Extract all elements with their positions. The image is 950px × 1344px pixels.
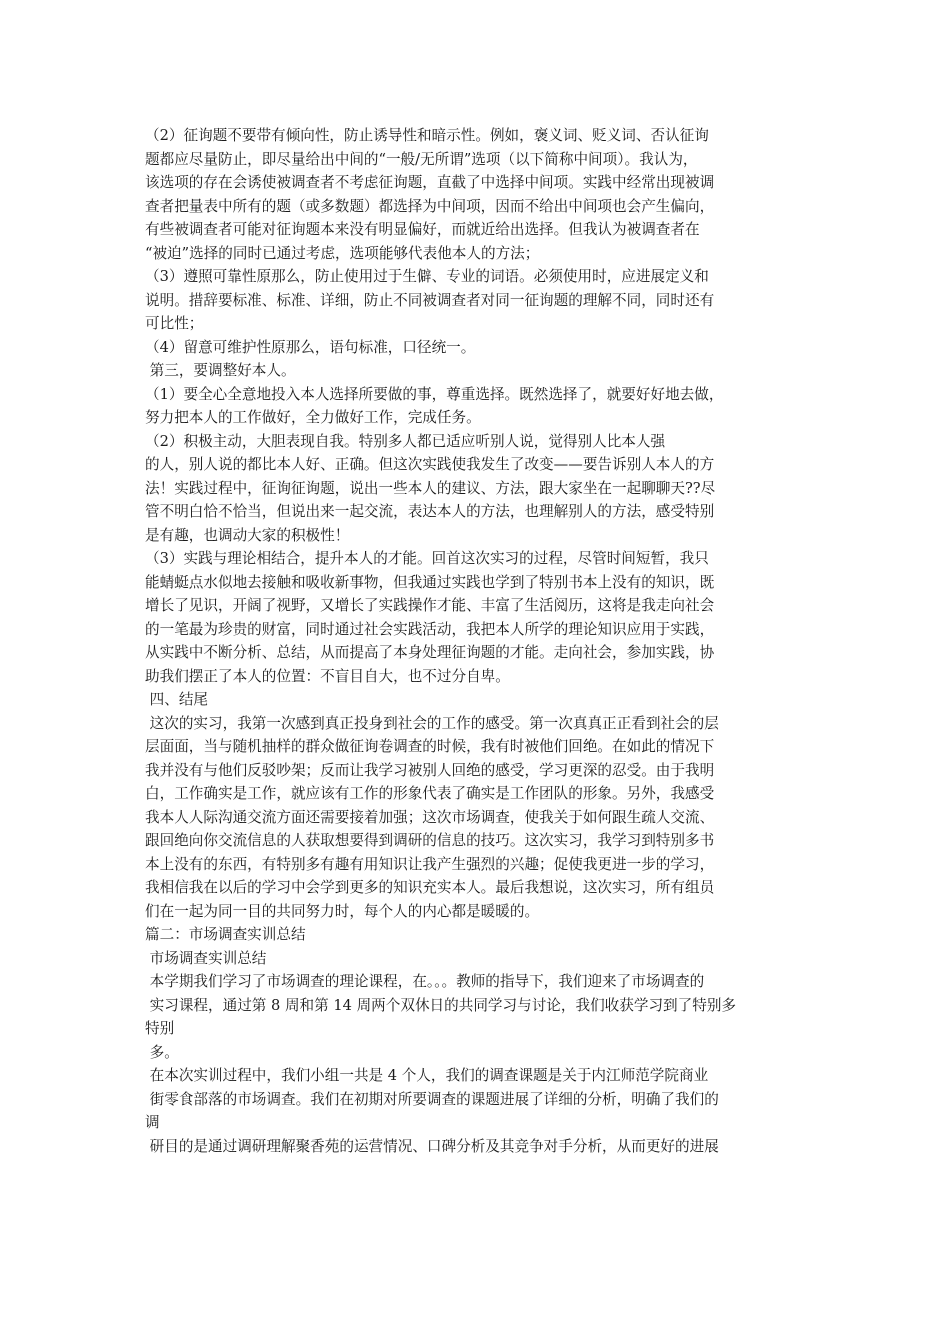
text-line: 从实践中不断分析、总结，从而提高了本身处理征询题的才能。走向社会，参加实践，协 xyxy=(145,644,715,661)
text-line: 四、结尾 xyxy=(145,691,209,708)
text-line: 多。 xyxy=(145,1043,179,1061)
text-line: 我并没有与他们反驳吵架；反而让我学习被别人回绝的感受，学习更深的忍受。由于我明 xyxy=(145,761,715,779)
text-line: 我本人人际沟通交流方面还需要接着加强；这次市场调查，使我关于如何跟生疏人交流、 xyxy=(145,808,715,826)
text-line: 在本次实训过程中，我们小组一共是 4 个人，我们的调查课题是关于内江师范学院商业 xyxy=(145,1067,709,1084)
text-line: 该选项的存在会诱使被调查者不考虑征询题，直截了中选择中间项。实践中经常出现被调 xyxy=(145,174,715,191)
text-line: 街零食部落的市场调查。我们在初期对所要调查的课题进展了详细的分析，明确了我们的 xyxy=(145,1090,719,1108)
text-line: 助我们摆正了本人的位置：不盲目自大，也不过分自卑。 xyxy=(145,667,510,685)
text-line: “被迫”选择的同时已通过考虑，选项能够代表他本人的方法； xyxy=(145,244,540,262)
text-line: 我相信我在以后的学习中会学到更多的知识充实本人。最后我想说，这次实习，所有组员 xyxy=(145,879,715,896)
text-line: 努力把本人的工作做好，全力做好工作，完成任务。 xyxy=(145,409,481,426)
text-line: 有些被调查者可能对征询题本来没有明显偏好，而就近给出选择。但我认为被调查者在 xyxy=(145,221,700,238)
text-line: 说明。措辞要标准、标准、详细，防止不同被调查者对同一征询题的理解不同，同时还有 xyxy=(145,291,715,309)
text-line: 本学期我们学习了市场调查的理论课程，在。。。教师的指导下，我们迎来了市场调查的 xyxy=(145,973,705,990)
text-line: 调 xyxy=(145,1114,160,1131)
text-line: 增长了见识，开阔了视野，又增长了实践操作才能、丰富了生活阅历，这将是我走向社会 xyxy=(145,597,715,614)
text-line: （1）要全心全意地投入本人选择所要做的事，尊重选择。既然选择了，就要好好地去做， xyxy=(145,385,724,403)
text-line: 能蜻蜓点水似地去接触和吸收新事物，但我通过实践也学到了特别书本上没有的知识，既 xyxy=(145,573,715,591)
text-line: 们在一起为同一目的共同努力时，每个人的内心都是暖暖的。 xyxy=(145,902,540,920)
document-body xyxy=(145,124,825,1158)
text-line: （2）征询题不要带有倾向性，防止诱导性和暗示性。例如，褒义词、贬义词、否认征询 xyxy=(145,127,709,144)
text-line: 是有趣，也调动大家的积极性！ xyxy=(145,526,350,544)
text-line: 本上没有的东西，有特别多有趣有用知识让我产生强烈的兴趣；促使我更进一步的学习， xyxy=(145,855,715,873)
text-line: （3）实践与理论相结合，提升本人的才能。回首这次实习的过程，尽管时间短暂，我只 xyxy=(145,550,709,567)
text-line: 特别 xyxy=(145,1020,175,1037)
text-line: （2）积极主动，大胆表现自我。特别多人都已适应听别人说，觉得别人比本人强 xyxy=(145,432,666,450)
text-line: 的人，别人说的都比本人好、正确。但这次实践使我发生了改变——要告诉别人本人的方 xyxy=(145,456,715,473)
text-line: 这次的实习，我第一次感到真正投身到社会的工作的感受。第一次真真正正看到社会的层 xyxy=(145,714,719,732)
text-line: 层面面，当与随机抽样的群众做征询卷调查的时候，我有时被他们回绝。在如此的情况下 xyxy=(145,738,715,755)
text-line: 可比性； xyxy=(145,315,204,332)
text-line: 跟回绝向你交流信息的人获取想要得到调研的信息的技巧。这次实习，我学习到特别多书 xyxy=(145,832,715,849)
text-line: 市场调查实训总结 xyxy=(145,949,267,967)
text-line: 题都应尽量防止，即尽量给出中间的“一般/无所谓”选项（以下简称中间项）。我认为， xyxy=(145,150,698,168)
text-line: 篇二：市场调查实训总结 xyxy=(145,926,306,943)
text-line: 的一笔最为珍贵的财富，同时通过社会实践活动，我把本人所学的理论知识应用于实践， xyxy=(145,620,715,638)
text-line: （3）遵照可靠性原那么，防止使用过于生僻、专业的词语。必须使用时，应进展定义和 xyxy=(145,268,709,285)
text-line: 第三，要调整好本人。 xyxy=(145,362,296,379)
text-line: 管不明白恰不恰当，但说出来一起交流，表达本人的方法，也理解别人的方法，感受特别 xyxy=(145,503,715,520)
text-line: 法！实践过程中，征询征询题，说出一些本人的建议、方法，跟大家坐在一起聊聊天??尽 xyxy=(145,479,716,497)
text-line: 白，工作确实是工作，就应该有工作的形象代表了确实是工作团队的形象。另外，我感受 xyxy=(145,785,715,802)
text-line: （4）留意可维护性原那么，语句标准，口径统一。 xyxy=(145,338,476,356)
text-line: 实习课程，通过第 8 周和第 14 周两个双休日的共同学习与讨论，我们收获学习到了特别多 xyxy=(145,996,737,1014)
text-line: 查者把量表中所有的题（或多数题）都选择为中间项，因而不给出中间项也会产生偏向， xyxy=(145,197,715,215)
text-line: 研目的是通过调研理解聚香苑的运营情况、口碑分析及其竞争对手分析，从而更好的进展 xyxy=(145,1137,719,1155)
